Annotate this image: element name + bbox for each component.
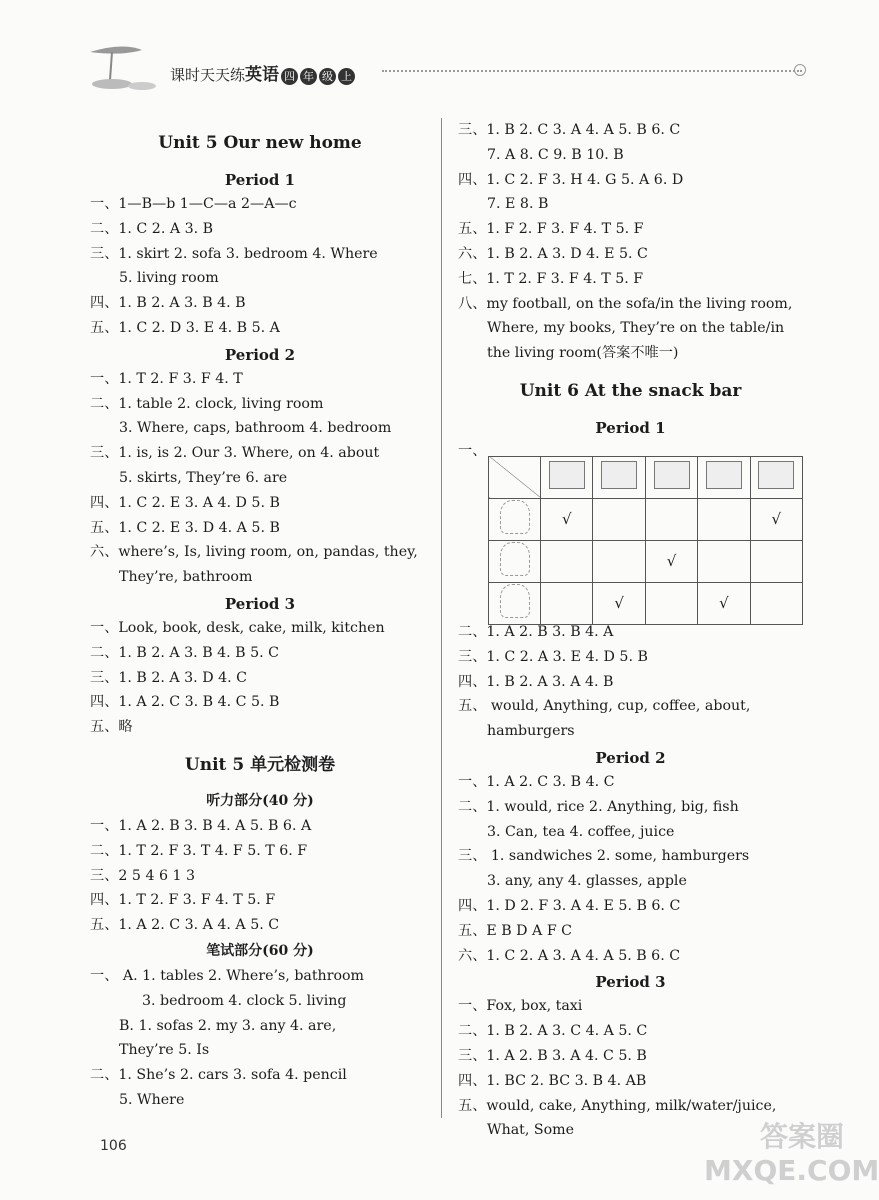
food-picture-icon: [654, 461, 690, 489]
answer-line: 二、1. T 2. F 3. T 4. F 5. T 6. F: [90, 842, 308, 859]
food-picture-cell: [541, 456, 593, 498]
answer-line: 四、1. BC 2. BC 3. B 4. AB: [458, 1072, 647, 1089]
table-cell: [750, 582, 802, 624]
answer-line: 八、my football, on the sofa/in the living room,: [458, 295, 793, 312]
person-picture-cell: [489, 582, 541, 624]
answer-line-continued: 3. Can, tea 4. coffee, juice: [487, 823, 675, 840]
table-header-row: [489, 456, 803, 498]
person-picture-icon: [500, 542, 530, 576]
answer-line: 五、1. C 2. E 3. D 4. A 5. B: [90, 519, 280, 536]
page-number: 106: [100, 1138, 127, 1154]
question-label: 一、: [458, 442, 487, 459]
grade-char: 四: [281, 68, 298, 85]
answer-line: 一、Look, book, desk, cake, milk, kitchen: [90, 619, 385, 636]
table-cell: [593, 498, 645, 540]
answer-line: 七、1. T 2. F 3. F 4. T 5. F: [458, 270, 644, 287]
food-picture-icon: [706, 461, 742, 489]
person-picture-icon: [500, 584, 530, 618]
unit-heading: Unit 6 At the snack bar: [519, 380, 742, 401]
unit-heading: Unit 5 单元检测卷: [184, 754, 336, 775]
answer-line: 四、1. B 2. A 3. A 4. B: [458, 673, 614, 690]
answer-line: 三、1. A 2. B 3. A 4. C 5. B: [458, 1047, 647, 1064]
table-cell: [645, 498, 697, 540]
answer-line: 五、would, cake, Anything, milk/water/juice,: [458, 1097, 777, 1114]
watermark-logo: 答案圈 MXQE.COM: [704, 1120, 879, 1187]
answer-line: 四、1. B 2. A 3. B 4. B: [90, 295, 246, 312]
food-picture-icon: [601, 461, 637, 489]
table-cell: √: [593, 582, 645, 624]
answer-line: 三、1. B 2. C 3. A 4. A 5. B 6. C: [458, 122, 681, 138]
table-corner-cell: [489, 456, 541, 498]
section-heading: 听力部分(40 分): [206, 792, 314, 809]
header-end-dot-icon: [794, 64, 806, 76]
grade-badges: [281, 68, 355, 85]
answer-line: 二、1. C 2. A 3. B: [90, 220, 214, 237]
snack-table: [488, 456, 803, 625]
period-heading: Period 1: [595, 418, 666, 437]
grade-char: 级: [319, 68, 336, 85]
header-dotted-rule: [382, 70, 802, 72]
right-top-section: [458, 118, 803, 440]
answer-line: 二、1. table 2. clock, living room: [90, 395, 324, 412]
answer-line: 四、1. C 2. F 3. H 4. G 5. A 6. D: [458, 171, 684, 188]
food-picture-cell: [750, 456, 802, 498]
answer-line: 六、1. C 2. A 3. A 4. A 5. B 6. C: [458, 947, 681, 964]
table-cell: √: [541, 498, 593, 540]
answer-line: 五、 would, Anything, cup, coffee, about,: [458, 698, 751, 715]
food-picture-cell: [645, 456, 697, 498]
food-picture-icon: [549, 461, 585, 489]
answer-line-continued: 3. any, any 4. glasses, apple: [487, 873, 687, 890]
answer-line: 三、 1. sandwiches 2. some, hamburgers: [458, 848, 750, 865]
table-cell: [698, 540, 750, 582]
book-title: [170, 60, 355, 85]
answer-line-continued: 5. living room: [119, 270, 219, 287]
answer-line: 一、1. T 2. F 3. F 4. T: [90, 370, 243, 387]
food-picture-cell: [593, 456, 645, 498]
person-picture-cell: [489, 540, 541, 582]
table-cell: √: [698, 582, 750, 624]
answer-line: 三、1. B 2. A 3. D 4. C: [90, 669, 247, 686]
answer-line-continued: the living room(答案不唯一): [487, 345, 679, 362]
table-row: [489, 582, 803, 624]
book-title-subject: 英语: [245, 65, 280, 85]
table-cell: [593, 540, 645, 582]
section-heading: 笔试部分(60 分): [206, 942, 314, 959]
answer-line: 五、1. A 2. C 3. A 4. A 5. C: [90, 917, 280, 934]
answer-line: 五、略: [90, 719, 133, 736]
answer-line: 一、Fox, box, taxi: [458, 998, 583, 1015]
answer-line: 二、1. She’s 2. cars 3. sofa 4. pencil: [90, 1067, 347, 1084]
answer-line: 一、 A. 1. tables 2. Where’s, bathroom: [90, 967, 365, 984]
period-heading: Period 3: [224, 594, 296, 613]
answer-line: 一、1. A 2. B 3. B 4. A 5. B 6. A: [90, 817, 312, 834]
person-picture-cell: [489, 498, 541, 540]
food-picture-icon: [758, 461, 794, 489]
book-title-plain: 课时天天练: [170, 66, 246, 84]
answer-line-continued: Where, my books, They’re on the table/in: [487, 320, 785, 337]
table-cell: [541, 540, 593, 582]
answer-line: 三、2 5 4 6 1 3: [90, 867, 196, 884]
answer-line: 二、1. B 2. A 3. C 4. A 5. C: [458, 1023, 648, 1040]
answer-line: 二、1. would, rice 2. Anything, big, fish: [458, 798, 739, 815]
answer-line: 一、1. A 2. C 3. B 4. C: [458, 773, 615, 790]
answer-line: 四、1. D 2. F 3. A 4. E 5. B 6. C: [458, 897, 681, 914]
answer-line: 六、where’s, Is, living room, on, pandas, they,: [90, 544, 418, 561]
table-row: [489, 498, 803, 540]
answer-line-continued: 7. A 8. C 9. B 10. B: [487, 146, 624, 163]
table-cell: [750, 540, 802, 582]
answer-line-continued: 3. bedroom 4. clock 5. living: [142, 992, 347, 1009]
unit-heading: Unit 5 Our new home: [158, 133, 362, 153]
table-cell: √: [750, 498, 802, 540]
answer-line-continued: They’re 5. Is: [119, 1042, 210, 1059]
answer-column-right: [458, 118, 803, 1143]
answer-line: 三、1. C 2. A 3. E 4. D 5. B: [458, 648, 648, 665]
answer-line: 三、1. is, is 2. Our 3. Where, on 4. about: [90, 445, 380, 462]
grade-char: 年: [300, 68, 317, 85]
person-picture-icon: [500, 500, 530, 534]
answer-line: 五、E B D A F C: [458, 922, 573, 939]
answer-line: 二、1. B 2. A 3. B 4. B 5. C: [90, 644, 280, 661]
snack-table-question: [458, 440, 803, 618]
table-row: [489, 540, 803, 582]
table-cell: √: [645, 540, 697, 582]
grade-char: 上: [338, 68, 355, 85]
column-divider: [441, 118, 442, 1118]
answer-line: 一、1—B—b 1—C—a 2—A—c: [90, 196, 297, 212]
answer-line: 三、1. skirt 2. sofa 3. bedroom 4. Where: [90, 245, 378, 262]
period-heading: Period 2: [595, 748, 666, 767]
right-bottom-section: [458, 620, 803, 1143]
decorative-lamp-icon: [82, 38, 172, 98]
answer-line-continued: 3. Where, caps, bathroom 4. bedroom: [119, 420, 392, 437]
answer-line: 五、1. C 2. D 3. E 4. B 5. A: [90, 319, 280, 336]
answer-line-continued: They’re, bathroom: [119, 569, 253, 586]
answer-line-continued: 7. E 8. B: [487, 196, 549, 213]
period-heading: Period 1: [224, 171, 296, 189]
period-heading: Period 2: [224, 345, 296, 364]
answer-line: 二、1. A 2. B 3. B 4. A: [458, 623, 614, 640]
answer-column-left: [90, 118, 430, 1113]
answer-line-continued: What, Some: [487, 1122, 575, 1139]
answer-line: 四、1. A 2. C 3. B 4. C 5. B: [90, 694, 280, 711]
answer-line-continued: 5. skirts, They’re 6. are: [119, 469, 288, 486]
answer-line: 五、1. F 2. F 3. F 4. T 5. F: [458, 221, 644, 238]
period-heading: Period 3: [595, 973, 666, 992]
answer-line: 六、1. B 2. A 3. D 4. E 5. C: [458, 245, 648, 262]
page-header: [82, 38, 822, 98]
table-cell: [645, 582, 697, 624]
answer-line-continued: 5. Where: [119, 1091, 185, 1108]
table-cell: [541, 582, 593, 624]
answer-line: 四、1. C 2. E 3. A 4. D 5. B: [90, 494, 280, 511]
answer-line-continued: B. 1. sofas 2. my 3. any 4. are,: [119, 1017, 337, 1034]
food-picture-cell: [698, 456, 750, 498]
table-cell: [698, 498, 750, 540]
answer-line-continued: hamburgers: [487, 723, 575, 740]
answer-line: 四、1. T 2. F 3. F 4. T 5. F: [90, 892, 276, 909]
